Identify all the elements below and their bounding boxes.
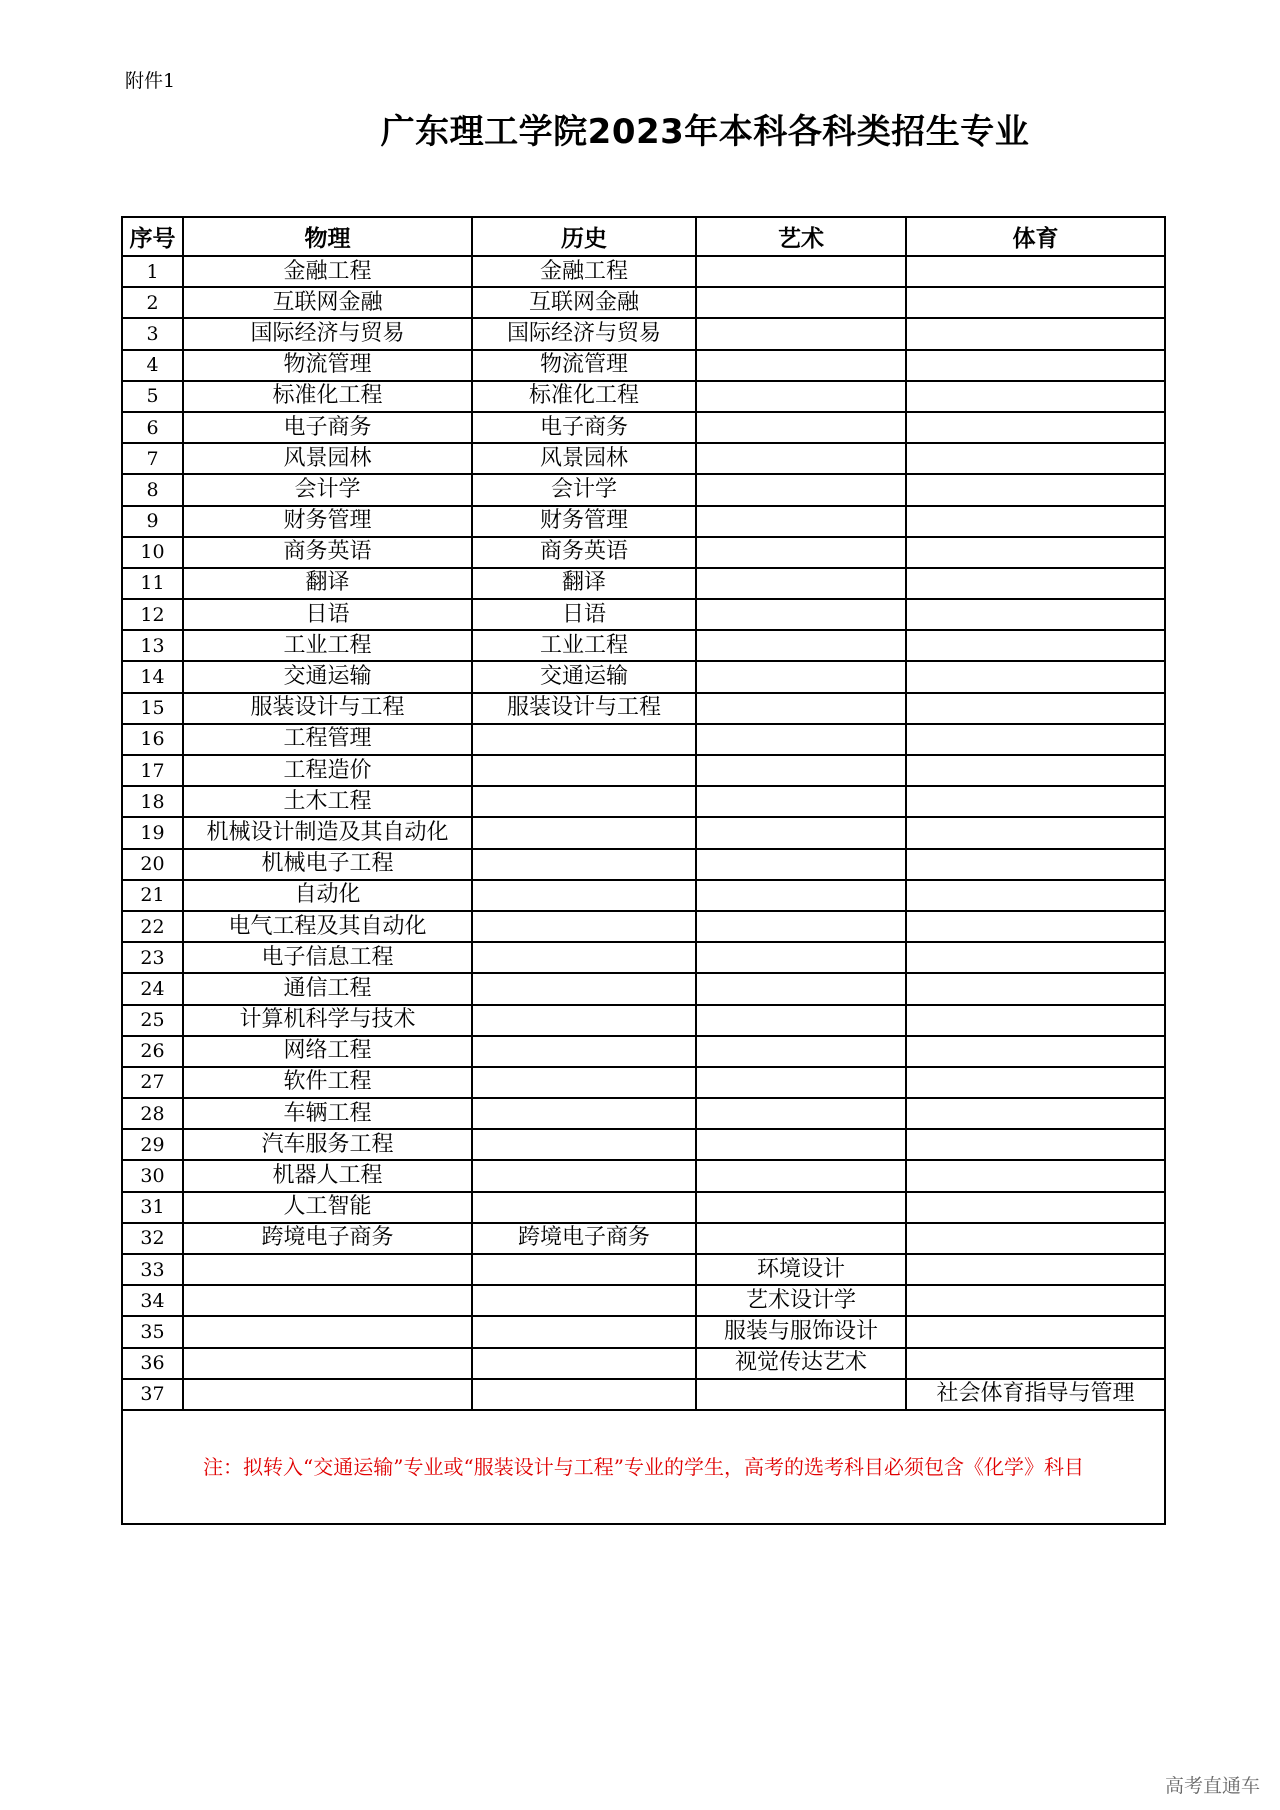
cell-sports — [906, 693, 1165, 724]
cell-history — [472, 1192, 696, 1223]
cell-index: 33 — [122, 1254, 183, 1285]
table-row — [122, 1254, 1165, 1285]
cell-sports — [906, 1036, 1165, 1067]
cell-sports — [906, 506, 1165, 537]
cell-art — [696, 1036, 906, 1067]
cell-index: 36 — [122, 1348, 183, 1379]
cell-index: 5 — [122, 381, 183, 412]
note-text: 注：拟转入“交通运输”专业或“服装设计与工程”专业的学生，高考的选考科目必须包含《化学》科目 — [122, 1410, 1165, 1524]
cell-history — [472, 849, 696, 880]
watermark: 高考直通车 — [1164, 1775, 1260, 1797]
cell-index: 15 — [122, 693, 183, 724]
cell-history: 会计学 — [472, 474, 696, 505]
cell-art — [696, 381, 906, 412]
cell-index: 23 — [122, 942, 183, 973]
attachment-label: 附件1 — [125, 70, 176, 92]
table-row — [122, 568, 1165, 599]
cell-art — [696, 880, 906, 911]
cell-art — [696, 350, 906, 381]
cell-art: 艺术设计学 — [696, 1285, 906, 1316]
table-row — [122, 1316, 1165, 1347]
cell-history: 服装设计与工程 — [472, 693, 696, 724]
cell-history: 电子商务 — [472, 412, 696, 443]
cell-index: 35 — [122, 1316, 183, 1347]
cell-history: 风景园林 — [472, 443, 696, 474]
cell-sports — [906, 1005, 1165, 1036]
cell-physics: 国际经济与贸易 — [183, 318, 472, 349]
cell-sports — [906, 1129, 1165, 1160]
cell-history — [472, 1285, 696, 1316]
cell-sports — [906, 817, 1165, 848]
cell-history — [472, 973, 696, 1004]
cell-physics: 翻译 — [183, 568, 472, 599]
cell-physics: 通信工程 — [183, 973, 472, 1004]
cell-sports — [906, 350, 1165, 381]
cell-art — [696, 568, 906, 599]
table-row — [122, 786, 1165, 817]
cell-sports — [906, 1223, 1165, 1254]
cell-index: 9 — [122, 506, 183, 537]
cell-history — [472, 817, 696, 848]
table-row — [122, 817, 1165, 848]
cell-sports — [906, 381, 1165, 412]
cell-history — [472, 942, 696, 973]
cell-sports — [906, 1254, 1165, 1285]
table-row — [122, 1129, 1165, 1160]
table-row — [122, 630, 1165, 661]
cell-sports — [906, 443, 1165, 474]
cell-index: 10 — [122, 537, 183, 568]
cell-history — [472, 1129, 696, 1160]
cell-physics: 电子商务 — [183, 412, 472, 443]
table-row — [122, 318, 1165, 349]
header-index: 序号 — [122, 217, 183, 256]
cell-index: 14 — [122, 661, 183, 692]
cell-index: 20 — [122, 849, 183, 880]
cell-physics: 电气工程及其自动化 — [183, 911, 472, 942]
cell-index: 2 — [122, 287, 183, 318]
cell-art — [696, 817, 906, 848]
cell-physics: 人工智能 — [183, 1192, 472, 1223]
cell-art — [696, 661, 906, 692]
cell-sports — [906, 1098, 1165, 1129]
table-row — [122, 973, 1165, 1004]
cell-history: 财务管理 — [472, 506, 696, 537]
cell-art: 环境设计 — [696, 1254, 906, 1285]
cell-physics: 财务管理 — [183, 506, 472, 537]
cell-history — [472, 1254, 696, 1285]
table-row — [122, 849, 1165, 880]
cell-sports — [906, 786, 1165, 817]
table-row — [122, 1379, 1165, 1410]
cell-history: 金融工程 — [472, 256, 696, 287]
cell-physics: 金融工程 — [183, 256, 472, 287]
cell-physics — [183, 1379, 472, 1410]
cell-art — [696, 1005, 906, 1036]
cell-sports — [906, 724, 1165, 755]
table-row — [122, 693, 1165, 724]
cell-art — [696, 287, 906, 318]
table-row — [122, 880, 1165, 911]
cell-index: 28 — [122, 1098, 183, 1129]
cell-sports — [906, 880, 1165, 911]
cell-art — [696, 412, 906, 443]
table-row — [122, 1067, 1165, 1098]
cell-history — [472, 1005, 696, 1036]
cell-sports — [906, 256, 1165, 287]
cell-history — [472, 755, 696, 786]
cell-sports — [906, 1067, 1165, 1098]
cell-index: 29 — [122, 1129, 183, 1160]
table-row — [122, 287, 1165, 318]
cell-history — [472, 880, 696, 911]
cell-art — [696, 755, 906, 786]
cell-index: 22 — [122, 911, 183, 942]
cell-art — [696, 1129, 906, 1160]
cell-physics: 风景园林 — [183, 443, 472, 474]
cell-art — [696, 1223, 906, 1254]
cell-physics: 工业工程 — [183, 630, 472, 661]
cell-art — [696, 630, 906, 661]
table-row — [122, 1160, 1165, 1191]
table-row — [122, 724, 1165, 755]
table-row — [122, 1036, 1165, 1067]
table-row — [122, 1005, 1165, 1036]
cell-index: 26 — [122, 1036, 183, 1067]
cell-sports — [906, 973, 1165, 1004]
header-history: 历史 — [472, 217, 696, 256]
cell-history — [472, 1316, 696, 1347]
table-body — [122, 256, 1165, 1410]
cell-art — [696, 693, 906, 724]
cell-physics: 日语 — [183, 599, 472, 630]
cell-physics — [183, 1254, 472, 1285]
cell-art — [696, 599, 906, 630]
cell-history — [472, 1036, 696, 1067]
table-row — [122, 1348, 1165, 1379]
cell-sports — [906, 755, 1165, 786]
cell-physics: 机械电子工程 — [183, 849, 472, 880]
cell-history: 互联网金融 — [472, 287, 696, 318]
cell-sports — [906, 630, 1165, 661]
cell-art — [696, 318, 906, 349]
table-row — [122, 506, 1165, 537]
cell-sports — [906, 412, 1165, 443]
cell-index: 1 — [122, 256, 183, 287]
cell-physics: 工程管理 — [183, 724, 472, 755]
cell-history: 国际经济与贸易 — [472, 318, 696, 349]
cell-sports — [906, 911, 1165, 942]
cell-sports — [906, 287, 1165, 318]
cell-physics: 电子信息工程 — [183, 942, 472, 973]
table-row — [122, 1285, 1165, 1316]
table-row — [122, 412, 1165, 443]
cell-physics: 网络工程 — [183, 1036, 472, 1067]
cell-art — [696, 443, 906, 474]
cell-sports — [906, 1316, 1165, 1347]
cell-art — [696, 1160, 906, 1191]
cell-art — [696, 1067, 906, 1098]
cell-history — [472, 1098, 696, 1129]
cell-art — [696, 474, 906, 505]
cell-art — [696, 973, 906, 1004]
cell-art: 视觉传达艺术 — [696, 1348, 906, 1379]
cell-index: 17 — [122, 755, 183, 786]
cell-sports: 社会体育指导与管理 — [906, 1379, 1165, 1410]
header-art: 艺术 — [696, 217, 906, 256]
cell-sports — [906, 1348, 1165, 1379]
cell-index: 11 — [122, 568, 183, 599]
table-row — [122, 474, 1165, 505]
cell-history: 物流管理 — [472, 350, 696, 381]
cell-physics: 软件工程 — [183, 1067, 472, 1098]
cell-index: 30 — [122, 1160, 183, 1191]
table-row — [122, 537, 1165, 568]
cell-index: 16 — [122, 724, 183, 755]
cell-history: 翻译 — [472, 568, 696, 599]
cell-history — [472, 1348, 696, 1379]
cell-art — [696, 537, 906, 568]
cell-physics: 互联网金融 — [183, 287, 472, 318]
cell-sports — [906, 942, 1165, 973]
cell-index: 8 — [122, 474, 183, 505]
cell-art — [696, 724, 906, 755]
cell-physics: 土木工程 — [183, 786, 472, 817]
cell-art — [696, 1379, 906, 1410]
table-row — [122, 1192, 1165, 1223]
cell-physics: 机械设计制造及其自动化 — [183, 817, 472, 848]
cell-art: 服装与服饰设计 — [696, 1316, 906, 1347]
table-row — [122, 599, 1165, 630]
cell-index: 13 — [122, 630, 183, 661]
cell-index: 7 — [122, 443, 183, 474]
cell-physics: 计算机科学与技术 — [183, 1005, 472, 1036]
table-row — [122, 755, 1165, 786]
cell-index: 34 — [122, 1285, 183, 1316]
table-row — [122, 661, 1165, 692]
cell-index: 24 — [122, 973, 183, 1004]
cell-index: 3 — [122, 318, 183, 349]
table-row — [122, 350, 1165, 381]
cell-physics: 服装设计与工程 — [183, 693, 472, 724]
cell-physics: 车辆工程 — [183, 1098, 472, 1129]
cell-history — [472, 1160, 696, 1191]
cell-sports — [906, 1285, 1165, 1316]
header-physics: 物理 — [183, 217, 472, 256]
cell-sports — [906, 1192, 1165, 1223]
cell-index: 12 — [122, 599, 183, 630]
cell-art — [696, 1192, 906, 1223]
cell-sports — [906, 537, 1165, 568]
cell-index: 37 — [122, 1379, 183, 1410]
header-sports: 体育 — [906, 217, 1165, 256]
note-row — [122, 1410, 1165, 1524]
cell-sports — [906, 849, 1165, 880]
cell-physics: 交通运输 — [183, 661, 472, 692]
cell-sports — [906, 474, 1165, 505]
cell-physics: 跨境电子商务 — [183, 1223, 472, 1254]
cell-sports — [906, 661, 1165, 692]
cell-index: 32 — [122, 1223, 183, 1254]
cell-sports — [906, 318, 1165, 349]
table-row — [122, 942, 1165, 973]
table-row — [122, 1223, 1165, 1254]
cell-index: 25 — [122, 1005, 183, 1036]
cell-physics: 标准化工程 — [183, 381, 472, 412]
cell-index: 31 — [122, 1192, 183, 1223]
cell-physics: 自动化 — [183, 880, 472, 911]
cell-history: 跨境电子商务 — [472, 1223, 696, 1254]
cell-physics: 商务英语 — [183, 537, 472, 568]
cell-physics — [183, 1348, 472, 1379]
cell-history — [472, 1067, 696, 1098]
cell-index: 21 — [122, 880, 183, 911]
cell-physics — [183, 1316, 472, 1347]
cell-physics: 工程造价 — [183, 755, 472, 786]
cell-art — [696, 911, 906, 942]
table-row — [122, 911, 1165, 942]
table-row — [122, 381, 1165, 412]
cell-history: 标准化工程 — [472, 381, 696, 412]
cell-physics: 物流管理 — [183, 350, 472, 381]
cell-art — [696, 849, 906, 880]
cell-index: 27 — [122, 1067, 183, 1098]
cell-art — [696, 1098, 906, 1129]
cell-history — [472, 724, 696, 755]
cell-physics — [183, 1285, 472, 1316]
cell-history — [472, 1379, 696, 1410]
cell-history: 交通运输 — [472, 661, 696, 692]
cell-index: 6 — [122, 412, 183, 443]
table-row — [122, 443, 1165, 474]
cell-index: 19 — [122, 817, 183, 848]
cell-art — [696, 942, 906, 973]
page-title: 广东理工学院2023年本科各科类招生专业 — [380, 112, 1030, 152]
cell-art — [696, 506, 906, 537]
cell-history: 工业工程 — [472, 630, 696, 661]
cell-sports — [906, 568, 1165, 599]
cell-index: 4 — [122, 350, 183, 381]
cell-history: 商务英语 — [472, 537, 696, 568]
table-row — [122, 1098, 1165, 1129]
table-row — [122, 256, 1165, 287]
cell-physics: 会计学 — [183, 474, 472, 505]
cell-sports — [906, 1160, 1165, 1191]
cell-art — [696, 786, 906, 817]
cell-sports — [906, 599, 1165, 630]
majors-table — [121, 216, 1166, 1525]
cell-physics: 机器人工程 — [183, 1160, 472, 1191]
cell-physics: 汽车服务工程 — [183, 1129, 472, 1160]
table-header-row — [122, 217, 1165, 256]
cell-art — [696, 256, 906, 287]
cell-history — [472, 786, 696, 817]
cell-history: 日语 — [472, 599, 696, 630]
cell-history — [472, 911, 696, 942]
cell-index: 18 — [122, 786, 183, 817]
